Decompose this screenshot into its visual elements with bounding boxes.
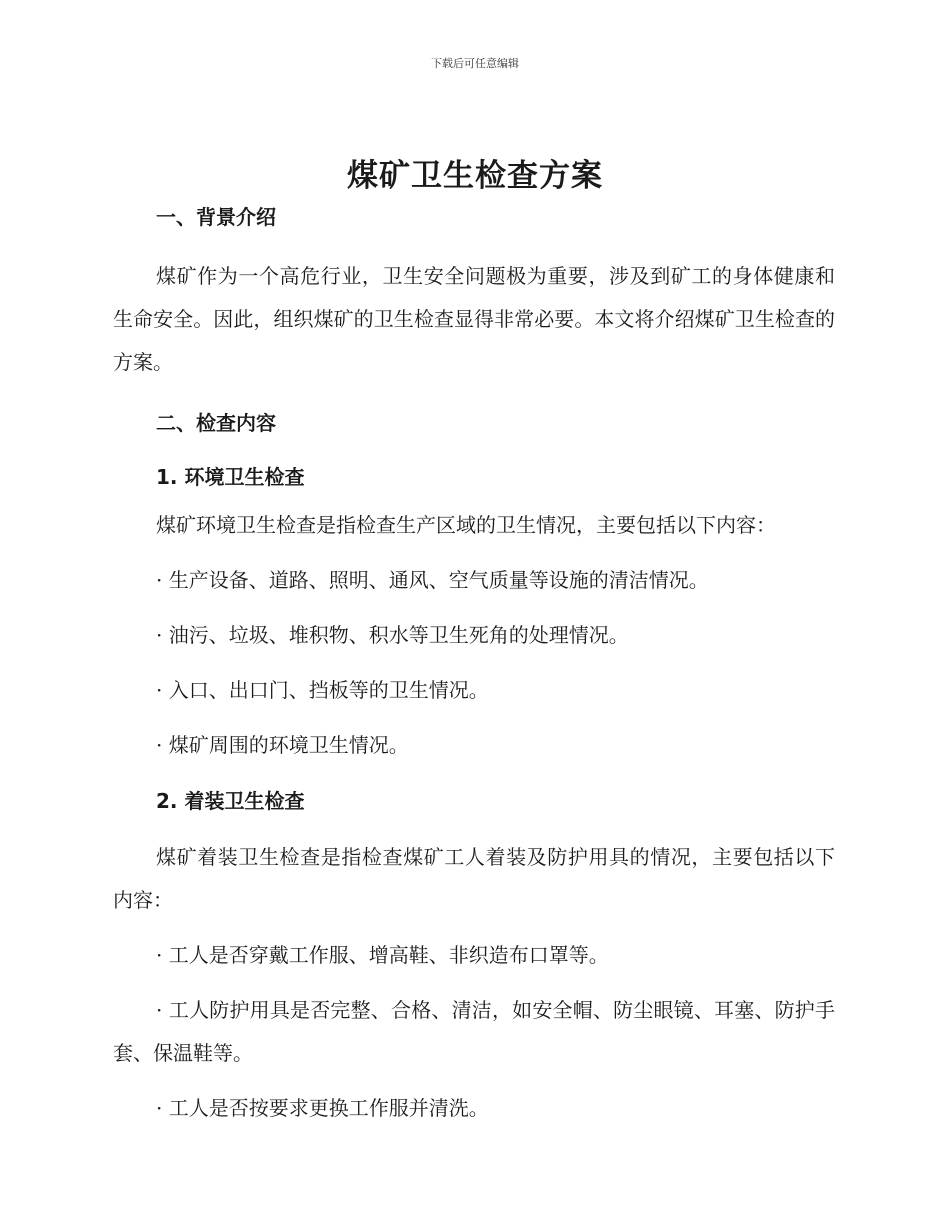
section-heading-background: 一、背景介绍 — [156, 205, 276, 229]
environment-item: · 入口、出口门、挡板等的卫生情况。 — [156, 678, 489, 702]
header-note: 下载后可任意编辑 — [431, 57, 519, 70]
environment-item: · 生产设备、道路、照明、通风、空气质量等设施的清洁情况。 — [156, 568, 709, 592]
dress-item: · 工人防护用具是否完整、合格、清洁，如安全帽、防尘眼镜、耳塞、防护手套、保温鞋等。 — [113, 998, 835, 1065]
subsection-heading-dress: 2. 着装卫生检查 — [156, 789, 305, 813]
environment-intro: 煤矿环境卫生检查是指检查生产区域的卫生情况，主要包括以下内容： — [156, 513, 776, 537]
dress-intro: 煤矿着装卫生检查是指检查煤矿工人着装及防护用具的情况，主要包括以下内容： — [113, 845, 835, 912]
section-heading-content: 二、检查内容 — [156, 411, 276, 435]
environment-item: · 煤矿周围的环境卫生情况。 — [156, 733, 409, 757]
document-body — [113, 200, 835, 1130]
subsection-heading-environment: 1. 环境卫生检查 — [156, 465, 305, 489]
environment-item: · 油污、垃圾、堆积物、积水等卫生死角的处理情况。 — [156, 623, 629, 647]
background-paragraph: 煤矿作为一个高危行业，卫生安全问题极为重要，涉及到矿工的身体健康和生命安全。因此，组织煤矿的卫生检查显得非常必要。本文将介绍煤矿卫生检查的方案。 — [113, 264, 835, 374]
document-title: 煤矿卫生检查方案 — [347, 158, 603, 194]
dress-item: · 工人是否穿戴工作服、增高鞋、非织造布口罩等。 — [156, 943, 609, 967]
dress-item: · 工人是否按要求更换工作服并清洗。 — [156, 1096, 489, 1120]
